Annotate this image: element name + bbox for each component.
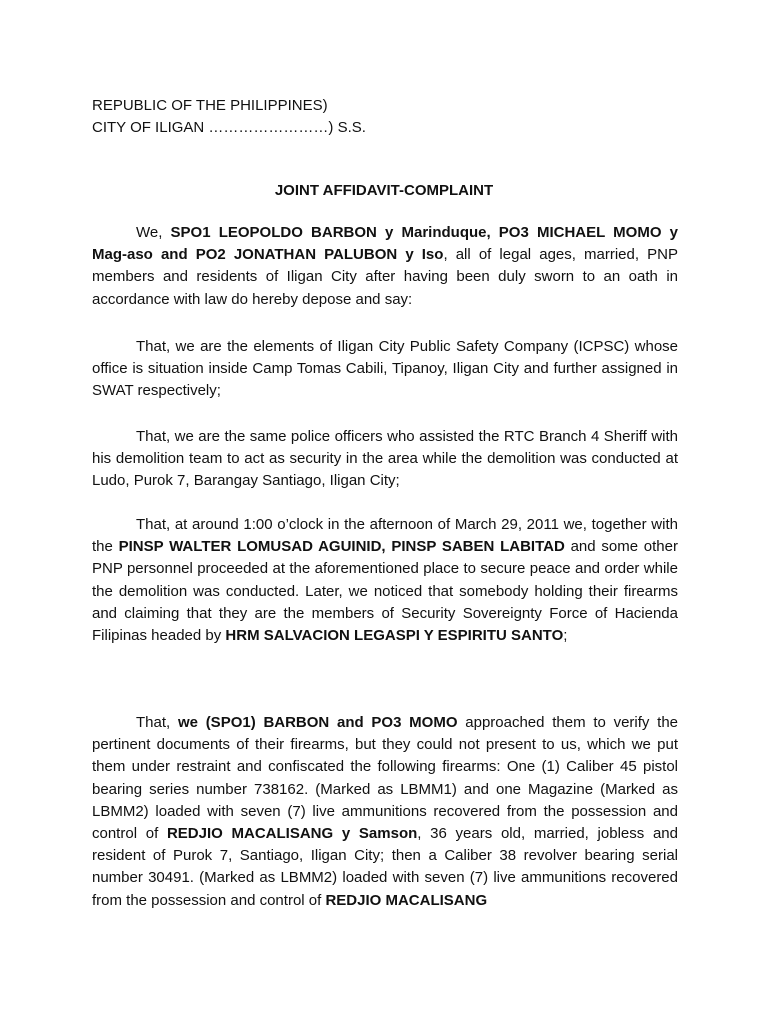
p5-text-3: , 36 years old, married, jobless and resident of Purok 7, Santiago, Iligan City; then a Caliber 38 revolver bearing serial number 30491. (Marked as LBMM2) loaded with seven (7) live ammunitions recovered from the possession and control of bbox=[92, 825, 678, 909]
p5-bold-officers: we (SPO1) BARBON and PO3 MOMO bbox=[177, 714, 458, 731]
p5-bold-suspect: REDJIO MACALISANG y Samson bbox=[166, 825, 418, 843]
paragraph-demolition-security bbox=[92, 426, 678, 493]
p3-text-1: That, we are the same police officers who assisted the RTC Branch 4 Sheriff with his demolition team to act as security in the area while the demolition was conducted at Ludo, Purok 7, Barangay Santiago, Iligan City; bbox=[92, 428, 678, 490]
p1-bold-names: SPO1 LEOPOLDO BARBON y Marinduque, PO3 MICHAEL MOMO y Mag-aso and PO2 JONATHAN PALUBON y Iso bbox=[92, 224, 678, 264]
p4-text-1: That, at around 1:00 o’clock in the afternoon of March 29, 2011 we, together with the bbox=[92, 516, 678, 556]
paragraph-incident bbox=[92, 514, 678, 647]
header-city-line: CITY OF ILIGAN ……………………) S.S. bbox=[92, 119, 366, 137]
p4-text-2: and some other PNP personnel proceeded at the aforementioned place to secure peace and order while the demolition was conducted. Later, we noticed that somebody holding their firearms and claiming that they are the members of Security Sovereignty Force of Hacienda Filipinas headed by bbox=[92, 538, 678, 645]
paragraph-confiscation bbox=[92, 712, 678, 912]
document-header bbox=[92, 95, 492, 139]
p1-text-1: We, bbox=[136, 224, 171, 241]
header-republic-line: REPUBLIC OF THE PHILIPPINES) bbox=[92, 97, 328, 114]
paragraph-unit-assignment bbox=[92, 336, 678, 403]
p4-text-3: ; bbox=[563, 627, 568, 645]
p1-text-2: , all of legal ages, married, PNP members and residents of Iligan City after having been duly sworn to an oath in accordance with law do hereby depose and say: bbox=[92, 246, 678, 308]
p5-text-2: approached them to verify the pertinent documents of their firearms, but they could not present to us, which we put them under restraint and confiscated the following firearms: One (1) Caliber 45 pistol bearing series number 738162. (Marked as LBMM1) and one Magazine (Marked as LBMM2) loaded with seven (7) live ammunitions recovered from the possession and control of bbox=[92, 714, 679, 843]
p5-bold-suspect-2: REDJIO MACALISANG bbox=[325, 891, 488, 909]
p4-bold-officers: PINSP WALTER LOMUSAD AGUINID, PINSP SABEN LABITAD bbox=[118, 538, 565, 556]
document-title: JOINT AFFIDAVIT-COMPLAINT bbox=[274, 182, 494, 199]
p4-bold-leader: HRM SALVACION LEGASPI Y ESPIRITU SANTO bbox=[225, 627, 564, 645]
paragraph-affiants bbox=[92, 222, 678, 311]
p5-text-1: That, bbox=[136, 714, 178, 731]
p2-text-1: That, we are the elements of Iligan City Public Safety Company (ICPSC) whose office is situation inside Camp Tomas Cabili, Tipanoy, Iligan City and further assigned in SWAT respectively; bbox=[92, 338, 678, 400]
